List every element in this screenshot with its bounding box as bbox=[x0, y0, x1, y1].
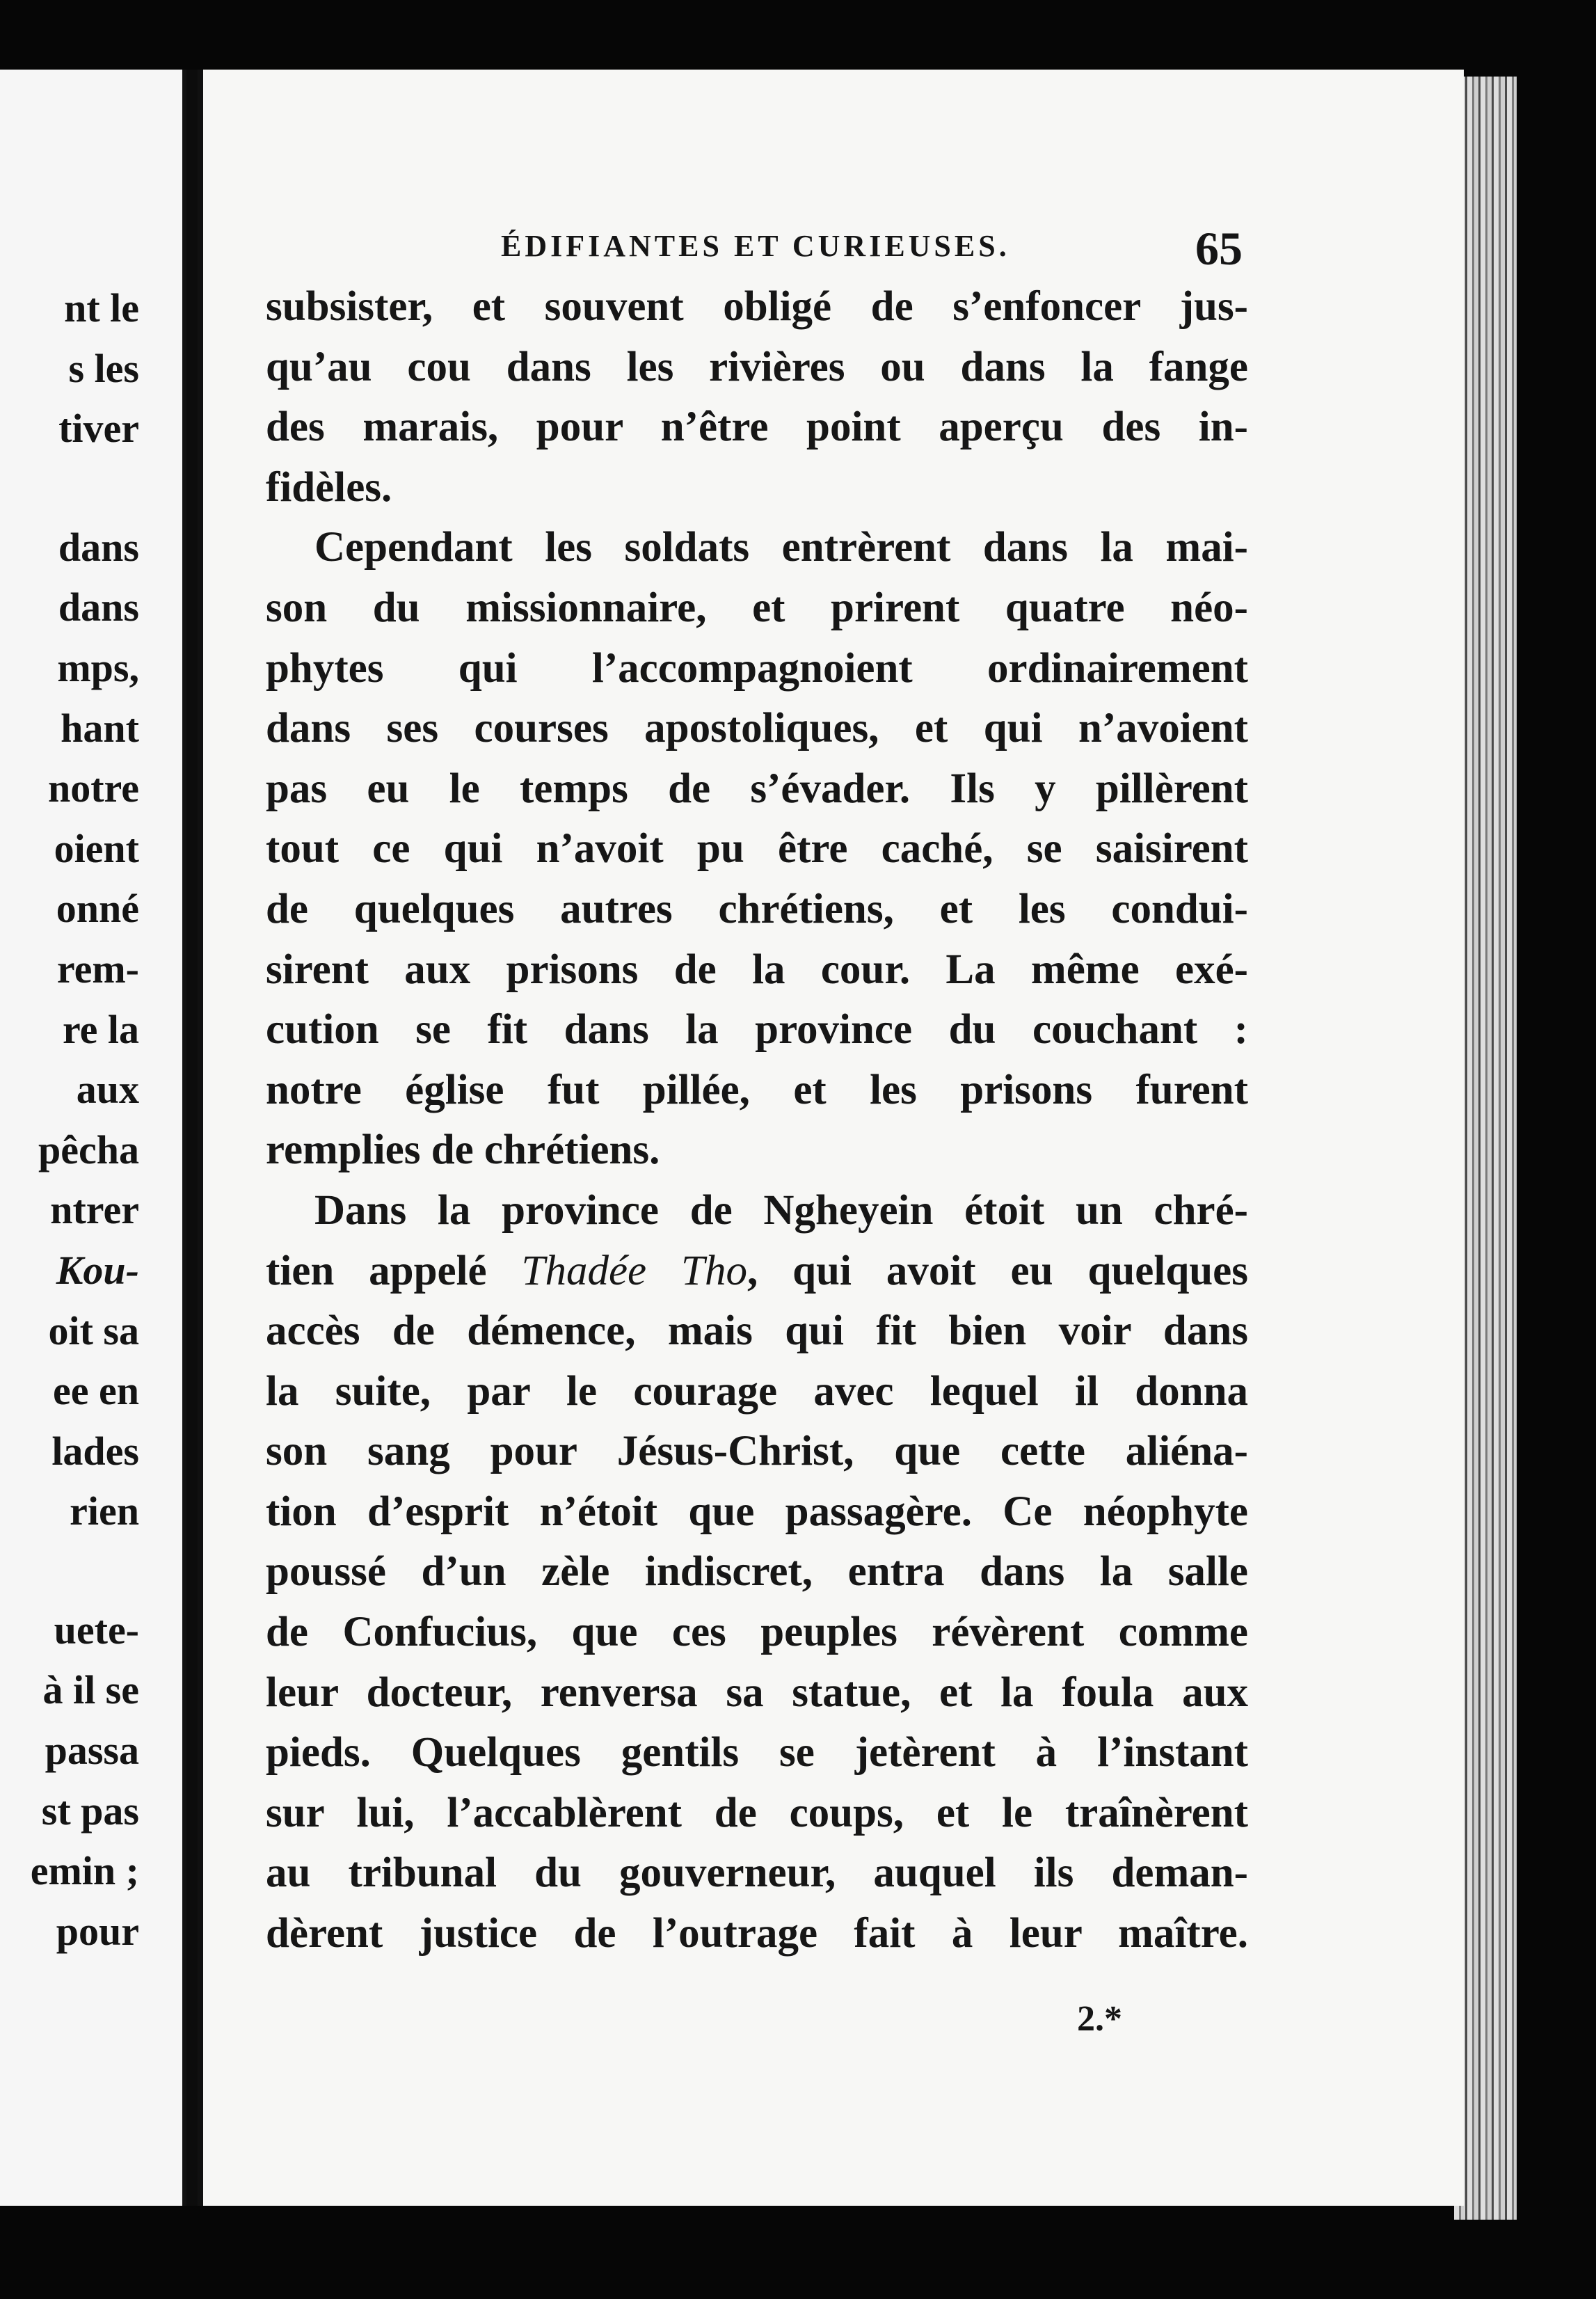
facing-line: re la bbox=[62, 1006, 139, 1052]
paragraph bbox=[266, 1181, 1248, 1964]
person-name: Thadée Tho bbox=[521, 1247, 747, 1294]
facing-line: st pas bbox=[41, 1788, 139, 1833]
facing-line: ntrer bbox=[50, 1187, 139, 1233]
text-line: son du missionnaire, et prirent quatre néo- bbox=[266, 584, 1248, 631]
text-line: de Confucius, que ces peuples révèrent comme bbox=[266, 1609, 1248, 1656]
facing-line: pêcha bbox=[38, 1127, 139, 1172]
facing-page-left bbox=[0, 70, 186, 2206]
text-line: notre église fut pillée, et les prisons furent bbox=[266, 1066, 1248, 1113]
facing-line: onné bbox=[56, 886, 139, 932]
paragraph bbox=[266, 277, 1248, 518]
text-line: fidèles. bbox=[266, 463, 392, 511]
facing-line: à il se bbox=[42, 1667, 139, 1713]
text-line bbox=[266, 1241, 1248, 1302]
text-run: tien appelé bbox=[266, 1247, 522, 1294]
text-line: tion d’esprit n’étoit que passagère. Ce néophyte bbox=[266, 1488, 1248, 1535]
text-line: poussé d’un zèle indiscret, entra dans la salle bbox=[266, 1548, 1248, 1596]
text-run: , qui avoit eu quelques bbox=[747, 1247, 1248, 1294]
paragraph bbox=[266, 518, 1248, 1181]
text-line: subsister, et souvent obligé de s’enfoncer jus- bbox=[266, 283, 1248, 330]
text-line: de quelques autres chrétiens, et les condui- bbox=[266, 885, 1248, 932]
text-line: phytes qui l’accompagnoient ordinairement bbox=[266, 644, 1248, 692]
text-line: son sang pour Jésus-Christ, que cette aliéna- bbox=[266, 1428, 1248, 1475]
facing-line: emin ; bbox=[30, 1848, 139, 1894]
facing-line: pour bbox=[56, 1908, 139, 1954]
text-line: Dans la province de Ngheyein étoit un chré- bbox=[314, 1186, 1248, 1234]
facing-page-text bbox=[0, 278, 139, 1962]
text-line: remplies de chrétiens. bbox=[266, 1127, 660, 1174]
text-line: sirent aux prisons de la cour. La même exé- bbox=[266, 946, 1248, 993]
text-line: Cependant les soldats entrèrent dans la mai- bbox=[314, 524, 1248, 571]
text-line: dèrent justice de l’outrage fait à leur maître. bbox=[266, 1910, 1248, 1957]
facing-line: uete- bbox=[54, 1607, 139, 1653]
facing-line: Kou- bbox=[56, 1247, 139, 1293]
facing-line: lades bbox=[51, 1428, 139, 1474]
facing-line: dans bbox=[58, 524, 139, 570]
facing-line: tiver bbox=[58, 406, 139, 452]
text-line: leur docteur, renversa sa statue, et la foula aux bbox=[266, 1669, 1248, 1716]
running-head: ÉDIFIANTES ET CURIEUSES. bbox=[501, 229, 1010, 263]
text-line: la suite, par le courage avec lequel il donna bbox=[266, 1367, 1248, 1415]
text-line: pas eu le temps de s’évader. Ils y pillèrent bbox=[266, 765, 1248, 812]
facing-line bbox=[0, 459, 139, 518]
facing-line: notre bbox=[47, 765, 139, 811]
facing-line: passa bbox=[45, 1728, 139, 1774]
facing-line: dans bbox=[58, 584, 139, 630]
text-line: des marais, pour n’être point aperçu des in- bbox=[266, 404, 1248, 451]
text-line: au tribunal du gouverneur, auquel ils deman- bbox=[266, 1849, 1248, 1897]
facing-line: nt le bbox=[64, 285, 139, 331]
facing-line: oit sa bbox=[48, 1307, 139, 1353]
page-number: 65 bbox=[1195, 222, 1243, 275]
signature-mark: 2.* bbox=[1077, 1999, 1122, 2039]
facing-line: oient bbox=[54, 825, 139, 871]
page-body bbox=[266, 277, 1248, 1964]
facing-line: rem- bbox=[56, 946, 139, 992]
facing-line: rien bbox=[70, 1488, 139, 1534]
facing-line: aux bbox=[76, 1067, 139, 1113]
text-line: accès de démence, mais qui fit bien voir dans bbox=[266, 1307, 1248, 1355]
facing-line: mps, bbox=[57, 644, 139, 690]
text-line: cution se fit dans la province du couchant : bbox=[266, 1006, 1248, 1053]
text-line: dans ses courses apostoliques, et qui n’avoient bbox=[266, 705, 1248, 752]
facing-line bbox=[0, 1542, 139, 1600]
facing-line: hant bbox=[61, 705, 139, 751]
text-line: pieds. Quelques gentils se jetèrent à l’instant bbox=[266, 1729, 1248, 1776]
facing-line: ee en bbox=[53, 1368, 139, 1414]
text-line: tout ce qui n’avoit pu être caché, se saisirent bbox=[266, 825, 1248, 873]
facing-line: s les bbox=[68, 345, 139, 391]
text-line: qu’au cou dans les rivières ou dans la fange bbox=[266, 343, 1248, 390]
text-line: sur lui, l’accablèrent de coups, et le traînèrent bbox=[266, 1789, 1248, 1836]
